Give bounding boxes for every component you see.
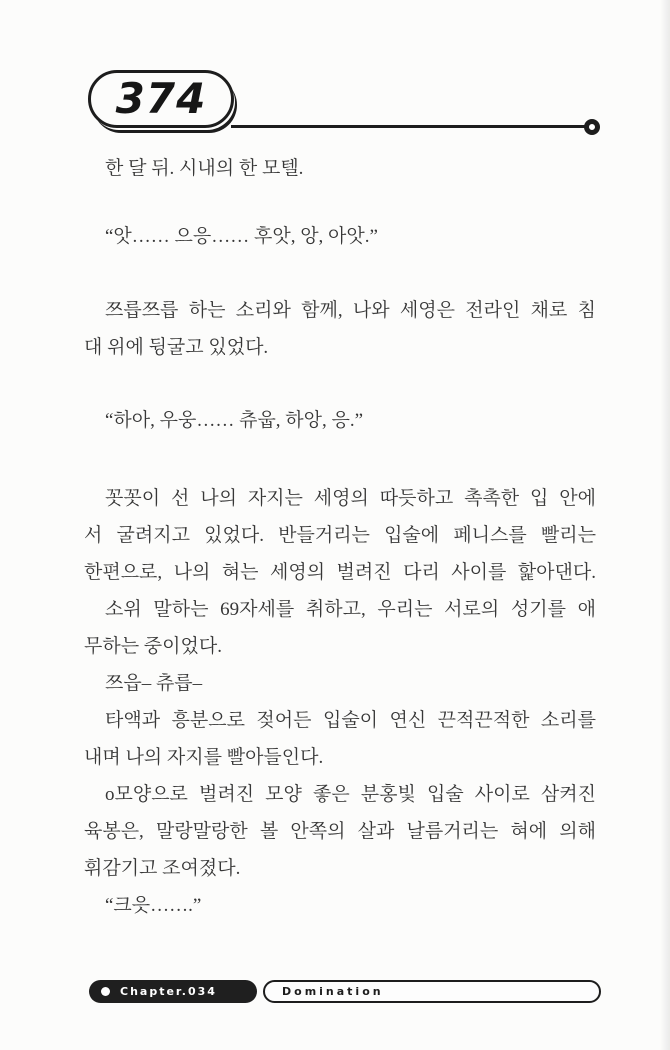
text-line: 육봉은, 말랑말랑한 볼 안쪽의 살과 날름거리는 혀에 의해 <box>84 821 596 842</box>
header-rule-line <box>231 125 585 128</box>
page-number: 374 <box>115 73 207 123</box>
text-line: 휘감기고 조여졌다. <box>84 858 241 879</box>
text-line: 무하는 중이었다. <box>84 636 222 657</box>
page-number-badge <box>88 70 234 128</box>
series-badge <box>263 980 601 1003</box>
text-line: 서 굴려지고 있었다. 반들거리는 입술에 페니스를 빨리는 <box>84 525 596 546</box>
text-line: 대 위에 뒹굴고 있었다. <box>84 337 269 358</box>
chapter-label: Chapter.034 <box>120 985 217 998</box>
series-label: Domination <box>282 985 384 998</box>
text-line: 꼿꼿이 선 나의 자지는 세영의 따듯하고 촉촉한 입 안에 <box>105 488 596 509</box>
text-line: 쯔릅쯔릅 하는 소리와 함께, 나와 세영은 전라인 채로 침 <box>105 300 596 321</box>
text-line: 한편으로, 나의 혀는 세영의 벌려진 다리 사이를 핥아댄다. <box>84 562 596 583</box>
text-line: 한 달 뒤. 시내의 한 모텔. <box>105 158 304 179</box>
text-line: 타액과 흥분으로 젖어든 입술이 연신 끈적끈적한 소리를 <box>105 710 596 731</box>
chapter-badge <box>89 980 257 1003</box>
text-line: “하아, 우웅…… 츄웁, 하앙, 응.” <box>105 410 364 431</box>
text-line: “크읏…….” <box>105 895 202 916</box>
text-line: 소위 말하는 69자세를 취하고, 우리는 서로의 성기를 애 <box>105 599 596 620</box>
page-edge-shadow <box>660 0 670 1050</box>
body-text <box>84 150 596 924</box>
rule-end-ring-icon <box>584 119 600 135</box>
text-line: 내며 나의 자지를 빨아들인다. <box>84 747 324 768</box>
text-line: 쯔읍– 츄릅– <box>105 673 203 694</box>
text-line: “앗…… 으응…… 후앗, 앙, 아앗.” <box>105 226 378 247</box>
chapter-dot-icon <box>101 987 110 996</box>
text-line: o모양으로 벌려진 모양 좋은 분홍빛 입술 사이로 삼켜진 <box>105 784 596 805</box>
